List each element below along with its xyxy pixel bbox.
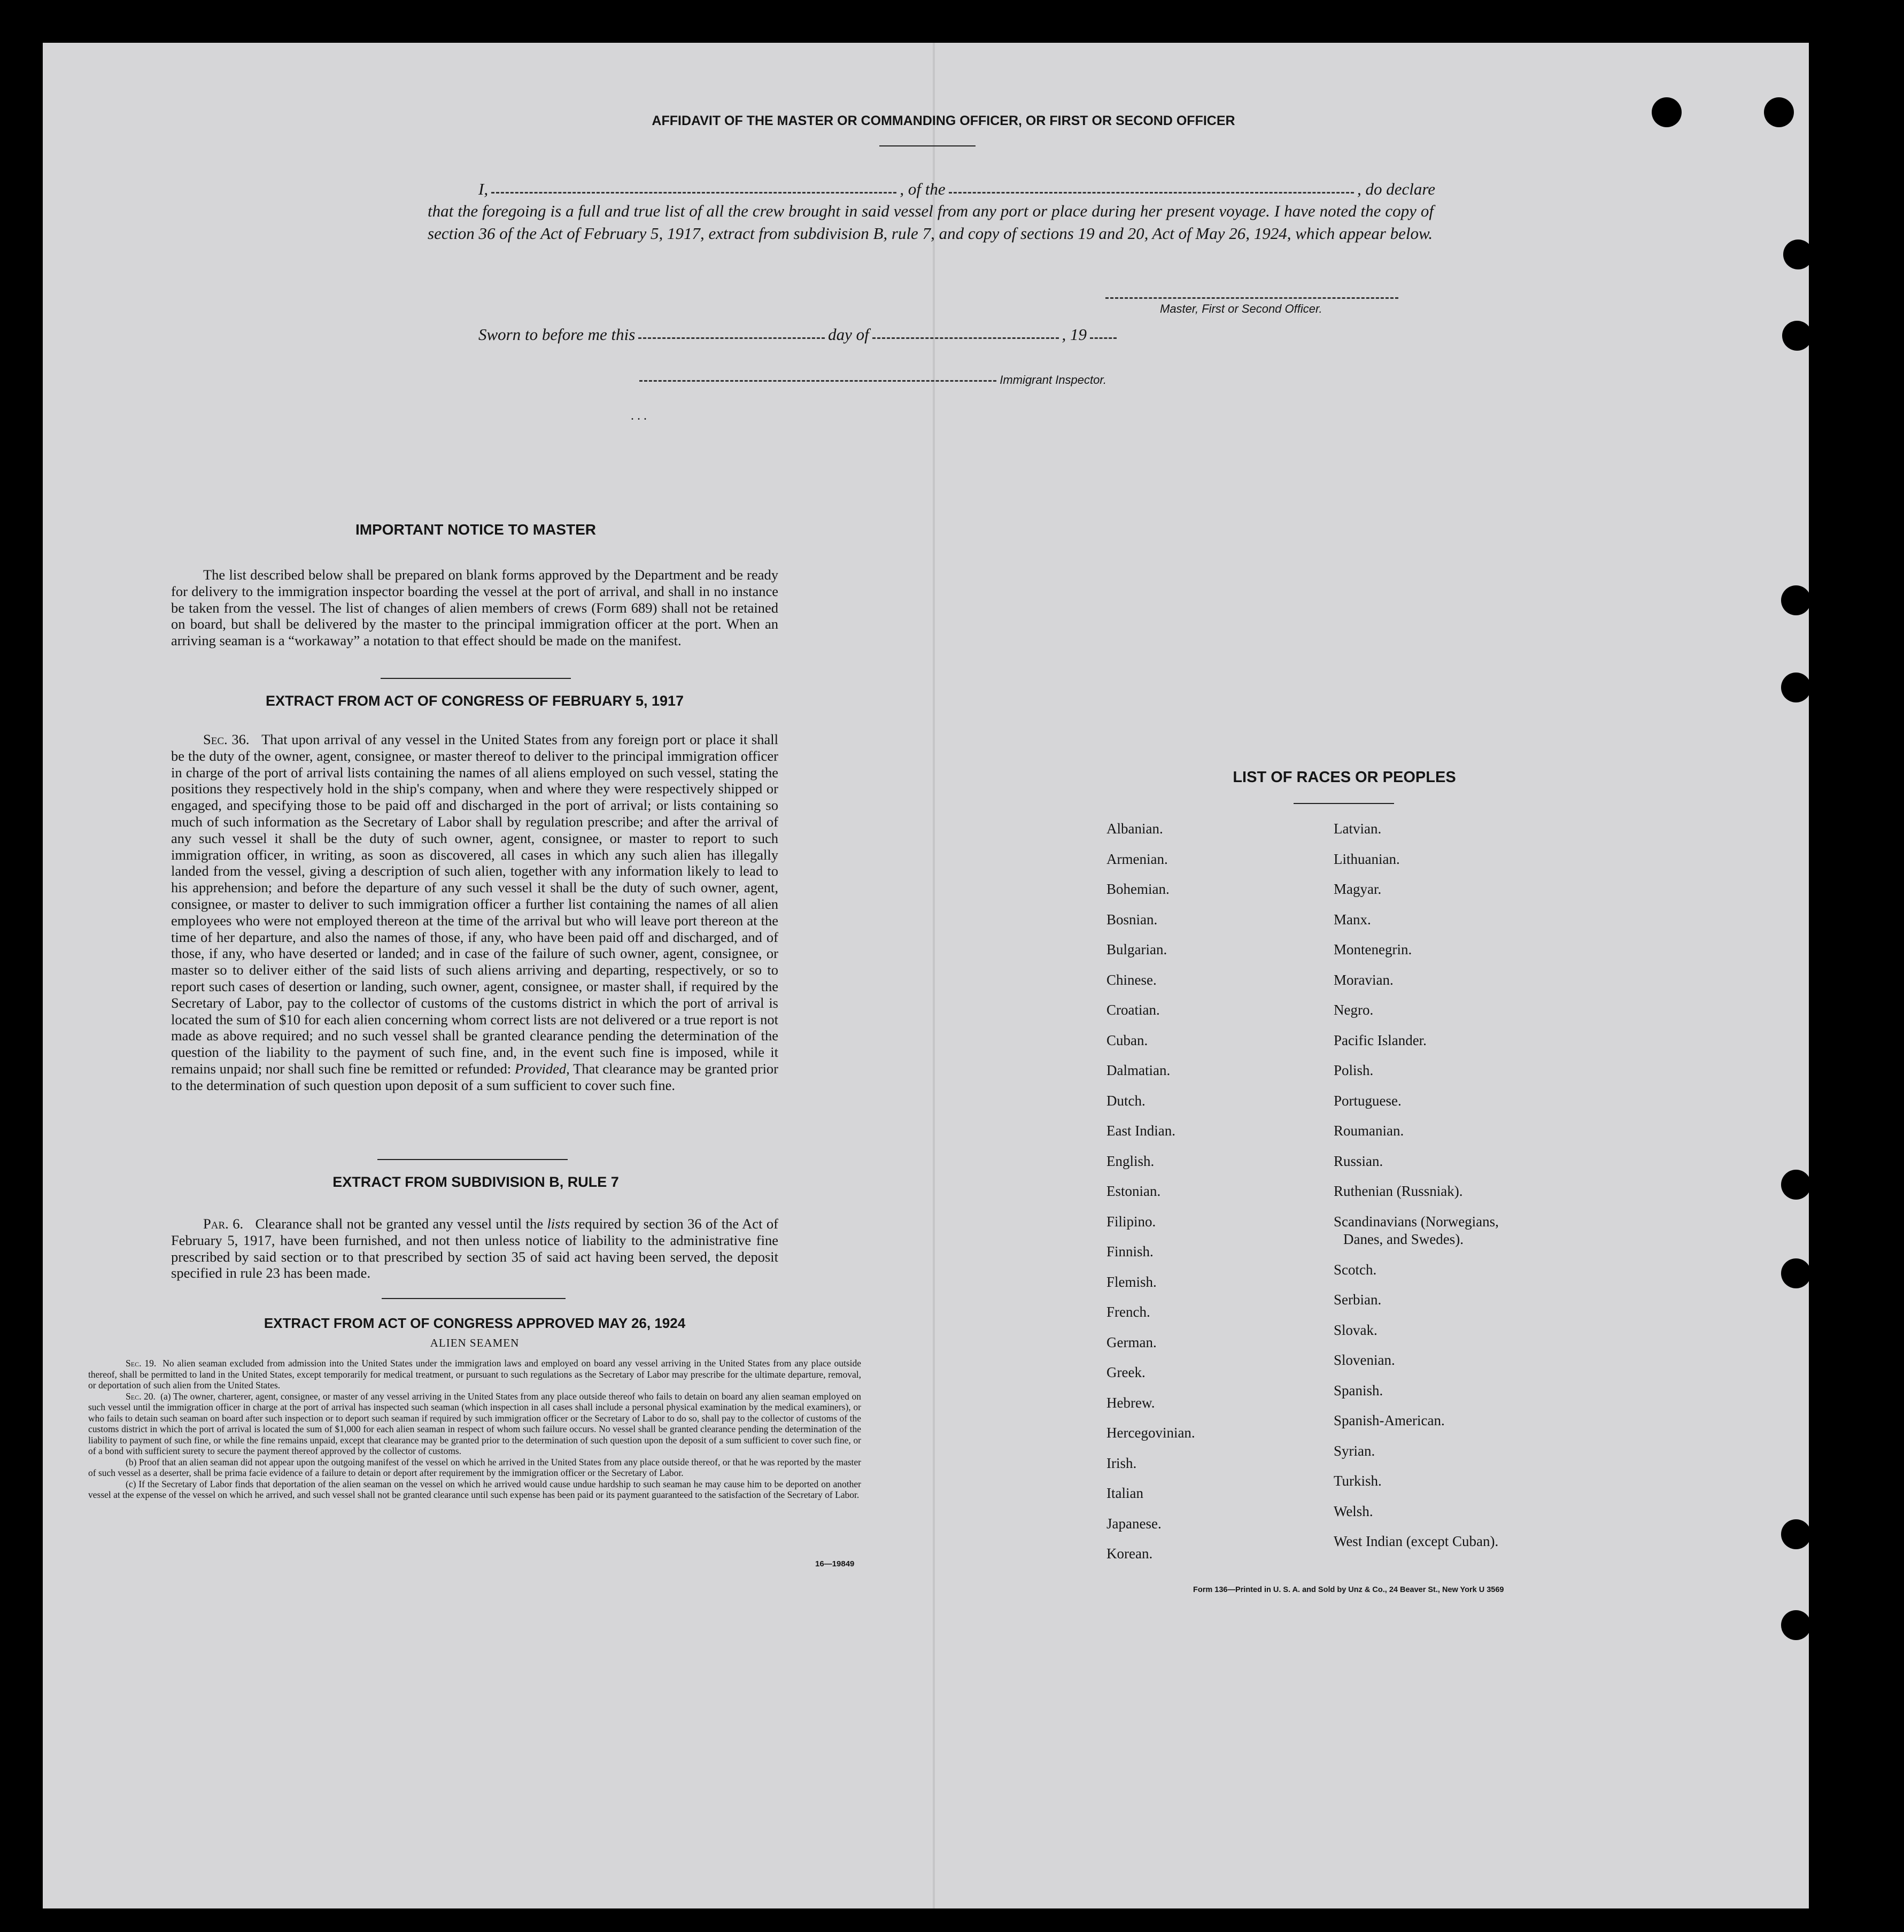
affidavit-title: AFFIDAVIT OF THE MASTER OR COMMANDING OFFICER, OR FIRST OR SECOND OFFICER: [652, 113, 1235, 128]
extract-1924-body: [88, 1358, 861, 1501]
race-item: Spanish-American.: [1334, 1412, 1445, 1428]
race-item: German.: [1106, 1334, 1157, 1350]
extract-1917-body: [171, 731, 778, 1094]
race-item: Korean.: [1106, 1545, 1153, 1562]
sworn-day-of: day of: [828, 325, 869, 344]
punch-hole: [1781, 1258, 1811, 1288]
race-item: Lithuanian.: [1334, 851, 1400, 867]
signature-line[interactable]: [1105, 297, 1398, 299]
sworn-year-field[interactable]: [1090, 337, 1117, 339]
race-item: Latvian.: [1334, 821, 1382, 837]
punch-hole: [1781, 1170, 1811, 1200]
race-item: Danes, and Swedes).: [1343, 1231, 1464, 1247]
provided-word: Provided,: [515, 1060, 570, 1077]
race-item: Bosnian.: [1106, 911, 1158, 928]
race-item: Polish.: [1334, 1062, 1374, 1078]
race-item: Cuban.: [1106, 1032, 1148, 1048]
lists-word: lists: [547, 1216, 570, 1232]
race-item: Montenegrin.: [1334, 941, 1412, 957]
extract-1924-title: EXTRACT FROM ACT OF CONGRESS APPROVED MAY 26, 1924: [264, 1315, 686, 1331]
punch-hole: [1781, 673, 1811, 702]
sec-19-text: No alien seaman excluded from admission into the United States under the immigration laws and employed on board any vessel arriving in the United States from any place outside thereof, shall be permitted to land in the United States, except temporarily for medical treatment, or pursuant to such regulations as the Secretary of Labor may prescribe for the ultimate departure, removal, or deportation of such alien from the United States.: [88, 1358, 862, 1390]
race-item: West Indian (except Cuban).: [1334, 1533, 1499, 1549]
race-item: Greek.: [1106, 1364, 1146, 1380]
signature-label: Master, First or Second Officer.: [1160, 302, 1322, 315]
sec-19-paragraph: [88, 1358, 861, 1391]
race-item: Hebrew.: [1106, 1394, 1155, 1411]
inspector-field[interactable]: [639, 380, 996, 382]
inspector-label: Immigrant Inspector.: [1000, 373, 1106, 387]
race-item: Serbian.: [1334, 1292, 1382, 1308]
divider: [879, 145, 976, 146]
punch-hole: [1782, 321, 1812, 351]
race-item: Slovenian.: [1334, 1352, 1395, 1368]
race-item: Armenian.: [1106, 851, 1168, 867]
sec-20a-text: (a) The owner, charterer, agent, consignee, or master of any vessel arriving in the United States from any place outside thereof who fails to detain on board any alien seaman employed on such vessel until the immigration officer in charge at the port of arrival has inspected such seaman (which inspection in all cases shall include a personal physical examination by the medical examiners), or who fails to detain such seaman on board after such inspection or to deport such seaman if required by such immigration officer or the Secretary of Labor to do so, shall pay to the collector of customs of the customs district in which the port of arrival is located the sum of $1,000 for each alien seaman in respect of whom such failure occurs. No vessel shall be granted clearance pending the determination of the liability to payment of such fine, or while the fine remains unpaid, except that clearance may be granted prior to the determination of such question upon the deposit of a sum sufficient to cover such fine, or of a bond with sufficient surety to secure the payment thereof approved by the collector of customs.: [88, 1390, 861, 1456]
punch-hole: [1781, 585, 1811, 615]
race-item: Flemish.: [1106, 1273, 1157, 1290]
races-title: LIST OF RACES OR PEOPLES: [1233, 769, 1456, 786]
race-item: Scandinavians (Norwegians,: [1334, 1213, 1499, 1230]
race-item: Spanish.: [1334, 1382, 1383, 1398]
sworn-month-field[interactable]: [872, 337, 1059, 339]
sec-20a-paragraph: [88, 1391, 861, 1457]
sec-36-end: That clearance may be granted prior to the determination of such question upon deposit of a sum sufficient to cover such fine.: [171, 1060, 779, 1093]
race-item: Scotch.: [1334, 1261, 1377, 1278]
sec-20b-paragraph: (b) Proof that an alien seaman did not appear upon the outgoing manifest of the vessel on which he arrived in the United States from any place outside thereof, or that he was reported by the master of such vessel as a deserter, shall be prima facie evidence of a failure to detain or deport after requirement by the immigration officer or the Secretary of Labor.: [88, 1456, 861, 1478]
race-item: French.: [1106, 1304, 1150, 1320]
race-item: Estonian.: [1106, 1183, 1161, 1199]
race-item: Moravian.: [1334, 971, 1394, 988]
par-6-text-b: required by section 36 of the Act of February 5, 1917, have been furnished, and not then unless notice of liability to the administrative fine prescribed by said section or to that prescribed by section 35 of said act having been served, the deposit specified in rule 23 has been made.: [171, 1216, 779, 1281]
punch-hole: [1783, 239, 1813, 269]
punch-hole: [1781, 1610, 1811, 1640]
punch-hole: [1764, 97, 1794, 127]
extract-rule7-body: [171, 1216, 778, 1281]
divider: [382, 1298, 566, 1299]
race-item: Turkish.: [1334, 1473, 1382, 1489]
punch-hole: [1781, 1519, 1811, 1549]
sec-20-label: Sec. 20.: [126, 1390, 156, 1402]
race-item: Finnish.: [1106, 1243, 1154, 1259]
sworn-prefix: Sworn to before me this: [478, 325, 636, 344]
race-item: Manx.: [1334, 911, 1371, 928]
sworn-line: [478, 322, 1120, 344]
sworn-day-field[interactable]: [638, 337, 825, 339]
form-code: 16—19849: [815, 1559, 855, 1568]
extract-1917-title: EXTRACT FROM ACT OF CONGRESS OF FEBRUARY 5, 1917: [265, 693, 684, 709]
notice-body: The list described below shall be prepared on blank forms approved by the Department and be ready for delivery to the immigration inspector boarding the vessel at the port of arrival, and shall in no instance be taken from the vessel. The list of changes of alien members of crews (Form 689) shall not be retained on board, but shall be delivered by the master to the principal immigration officer at the port. When an arriving seaman is a “workaway” a notation to that effect should be made on the manifest.: [171, 567, 778, 649]
punch-hole: [1652, 97, 1682, 127]
sec-20c-paragraph: (c) If the Secretary of Labor finds that deportation of the alien seaman on the vessel on which he arrived would cause undue hardship to such seaman he may cause him to be deported on another vessel at the expense of the vessel on which he arrived, and such vessel shall not be granted clearance until such expense has been paid or its payment guaranteed to the satisfaction of the Secretary of Labor.: [88, 1478, 861, 1500]
race-item: Chinese.: [1106, 971, 1157, 988]
sec-36-label: Sec. 36.: [203, 731, 250, 747]
inspector-line: [636, 366, 1106, 387]
declarant-prefix: I,: [478, 180, 489, 198]
race-item: English.: [1106, 1153, 1155, 1169]
vessel-prefix: , of the: [900, 180, 946, 198]
alien-seamen-subtitle: ALIEN SEAMEN: [430, 1336, 520, 1349]
sworn-year-prefix: , 19: [1062, 325, 1087, 344]
affidavit-body: that the foregoing is a full and true list of all the crew brought in said vessel from any port or place during her present voyage. I have noted the copy of section 36 of the Act of February 5, 1917, extract from subdivision B, rule 7, and copy of sections 19 and 20, Act of May 26, 1924, which appear below.: [428, 202, 1434, 243]
par-6-text-a: Clearance shall not be granted any vessel until the: [255, 1216, 544, 1232]
race-item: Bulgarian.: [1106, 941, 1167, 957]
declare-suffix: , do declare: [1357, 180, 1436, 198]
race-item: Slovak.: [1334, 1322, 1377, 1338]
stray-marks: . . .: [631, 409, 647, 423]
notice-title: IMPORTANT NOTICE TO MASTER: [355, 521, 597, 538]
races-right-column: [1334, 814, 1633, 1557]
race-item: East Indian.: [1106, 1123, 1175, 1139]
race-item: Magyar.: [1334, 881, 1382, 897]
vessel-field[interactable]: [949, 192, 1354, 194]
race-item: Albanian.: [1106, 821, 1163, 837]
extract-rule7-title: EXTRACT FROM SUBDIVISION B, RULE 7: [332, 1174, 619, 1190]
race-item: Hercegovinian.: [1106, 1425, 1195, 1441]
race-item: Dalmatian.: [1106, 1062, 1171, 1078]
race-item: Negro.: [1334, 1002, 1374, 1018]
race-item: Bohemian.: [1106, 881, 1170, 897]
race-item: Ruthenian (Russniak).: [1334, 1183, 1463, 1199]
race-item: Filipino.: [1106, 1213, 1156, 1230]
race-item: Japanese.: [1106, 1515, 1162, 1532]
race-item: Portuguese.: [1334, 1092, 1402, 1109]
races-left-column: [1106, 814, 1310, 1569]
printer-imprint: Form 136—Printed in U. S. A. and Sold by Unz & Co., 24 Beaver St., New York U 3569: [1193, 1586, 1504, 1594]
divider: [377, 1159, 568, 1160]
par-6-label: Par. 6.: [203, 1216, 244, 1232]
race-item: Roumanian.: [1334, 1123, 1404, 1139]
divider: [381, 678, 571, 679]
race-item: Welsh.: [1334, 1503, 1373, 1519]
race-item: Russian.: [1334, 1153, 1383, 1169]
name-field[interactable]: [491, 192, 896, 194]
race-item: Croatian.: [1106, 1002, 1160, 1018]
divider: [1294, 803, 1394, 804]
declaration-line: [478, 176, 1435, 199]
race-item: Italian: [1106, 1485, 1143, 1501]
race-item: Syrian.: [1334, 1442, 1375, 1459]
sec-19-label: Sec. 19.: [126, 1358, 157, 1369]
race-item: Pacific Islander.: [1334, 1032, 1427, 1048]
sec-36-text: That upon arrival of any vessel in the United States from any foreign port or place it shall be the duty of the owner, agent, consignee, or master thereof to deliver to the principal immigration officer in charge of the port of arrival lists containing the names of all aliens employed on such vessel, stating the positions they respectively hold in the ship's company, when and where they were respectively shipped or engaged, and specifying those to be paid off and discharged in the port of arrival; or lists containing so much of such information as the Secretary of Labor shall by regulation prescribe; and after the arrival of any such vessel it shall be the duty of such owner, agent, consignee, or master to report to such immigration officer, in writing, as soon as discovered, all cases in which any such alien has illegally landed from the vessel, giving a description of such alien, together with any information likely to lead to his apprehension; and before the departure of any such vessel it shall be the duty of such owner, agent, consignee, or master to deliver to such immigration officer a further list containing the names of all alien employees who were not employed thereon at the time of the arrival but who will leave port thereon at the time of her departure, and also the names of those, if any, who have been paid off and discharged, and of those, if any, who have deserted or landed; and in case of the failure of such owner, agent, consignee, or master so to deliver either of the said lists of such aliens arriving and departing, respectively, or so to report such cases of desertion or landing, such owner, agent, consignee, or master shall, if required by the Secretary of Labor, pay to the collector of customs of the customs district in which the port of arrival is located the sum of $10 for each alien concerning whom correct lists are not delivered or a true report is not made as above required; and no such vessel shall be granted clearance pending the determination of the question of the liability to the payment of such fine, and, in the event such fine is imposed, while it remains unpaid; nor shall such fine be remitted or refunded:: [171, 731, 778, 1077]
race-item: Dutch.: [1106, 1092, 1146, 1109]
race-item: Irish.: [1106, 1455, 1137, 1471]
